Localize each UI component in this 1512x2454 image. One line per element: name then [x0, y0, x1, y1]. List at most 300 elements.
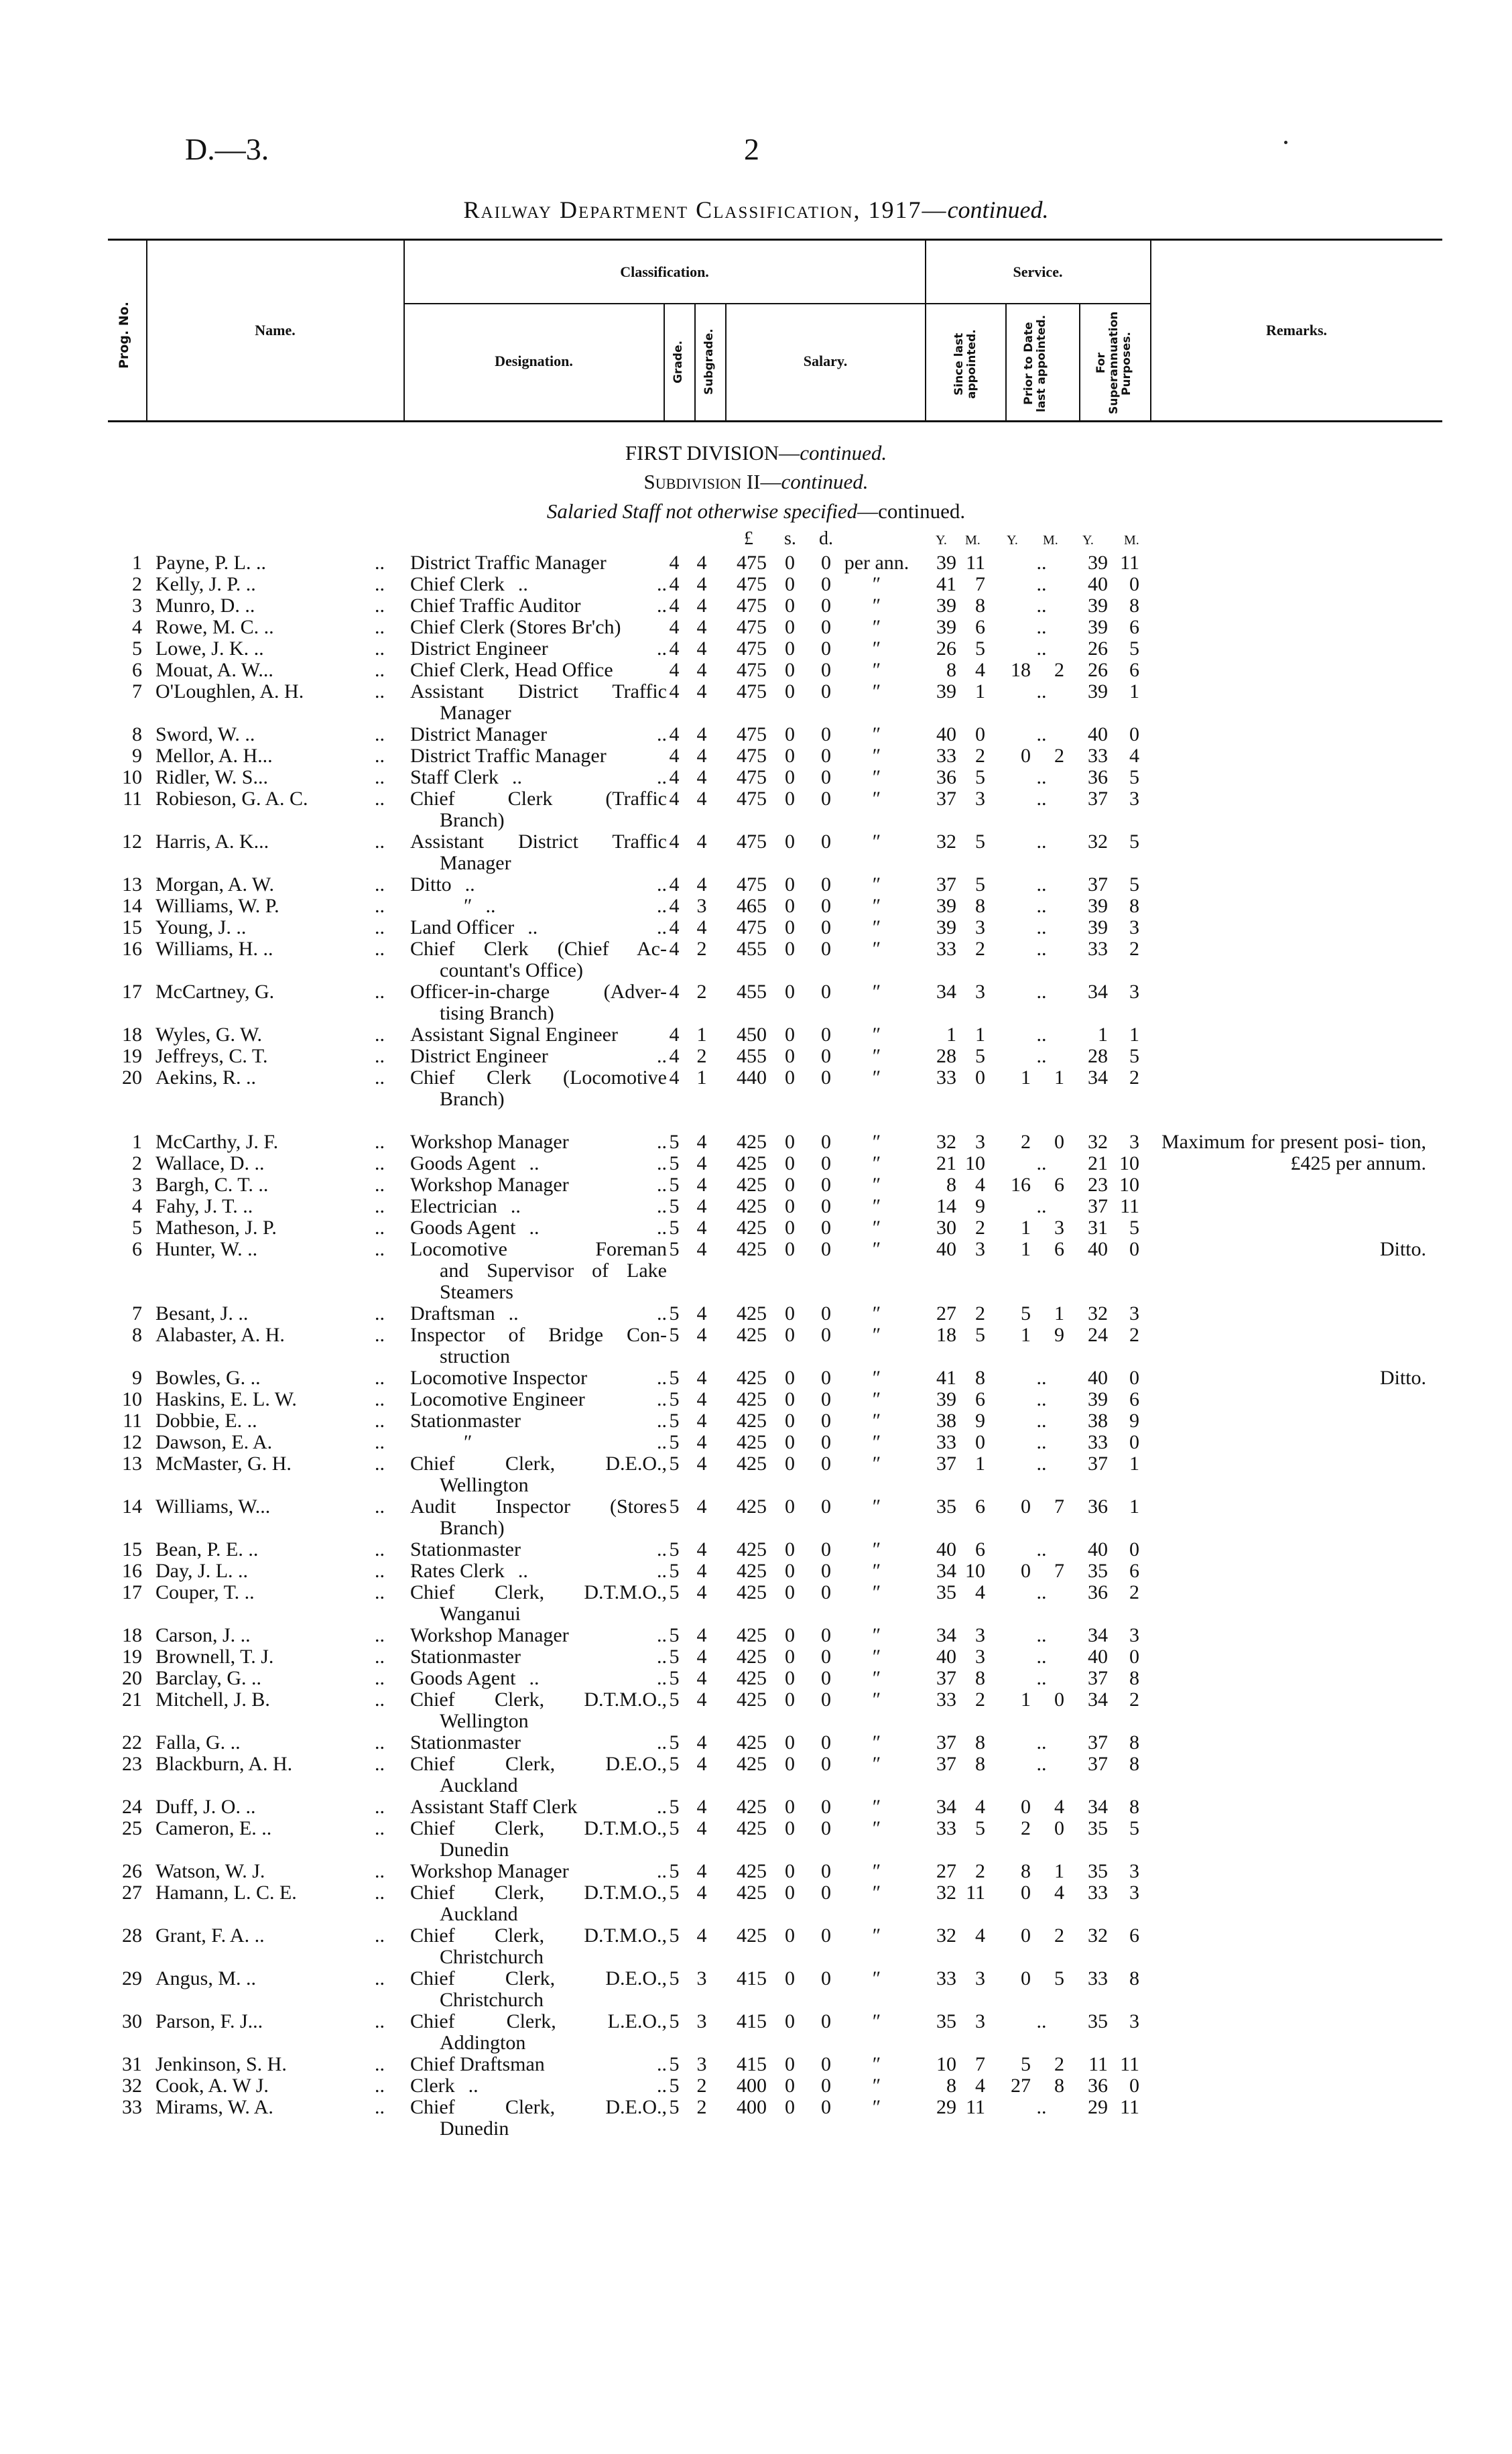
grade: 4	[669, 723, 680, 745]
leader-dots: ..	[375, 831, 385, 853]
designation	[410, 617, 667, 638]
prog-no: 12	[122, 831, 142, 853]
since-months: 3	[975, 1624, 985, 1646]
header-since-last-appointed: Since last appointed.	[952, 329, 979, 399]
subgrade: 4	[696, 916, 707, 938]
leader-dot: ..	[657, 766, 667, 788]
since-months: 3	[975, 1646, 985, 1668]
prog-no: 16	[122, 1560, 142, 1582]
salary-shillings: 0	[785, 1753, 795, 1775]
designation-line	[410, 1539, 667, 1560]
super-years: 39	[1088, 916, 1108, 938]
designation-line	[410, 1947, 667, 1968]
super-years: 36	[1088, 1495, 1108, 1518]
salary-shillings: 0	[785, 1238, 795, 1260]
prog-no: 26	[122, 1860, 142, 1882]
designation-line	[410, 702, 667, 724]
leader-dots	[516, 1668, 668, 1689]
prior-years: 0	[1021, 1560, 1031, 1582]
super-years: 37	[1088, 873, 1108, 896]
salary-pounds: 425	[737, 1667, 767, 1689]
designation-text: Stationmaster	[410, 1410, 521, 1432]
salary-period: ″	[872, 659, 881, 681]
super-months: 3	[1129, 2010, 1139, 2032]
designation-text: Branch)	[440, 809, 505, 831]
super-years: 21	[1088, 1152, 1108, 1174]
prog-no: 23	[122, 1753, 142, 1775]
super-years: 34	[1088, 1796, 1108, 1818]
salary-pence: 0	[821, 938, 831, 960]
leader-dots	[569, 1174, 667, 1196]
print-speck	[1284, 141, 1287, 144]
designation-line	[410, 574, 667, 595]
since-years: 32	[936, 1131, 956, 1153]
grade: 5	[669, 1581, 680, 1603]
since-years: 35	[936, 1581, 956, 1603]
salary-shillings: 0	[785, 552, 795, 574]
salary-shillings: 0	[785, 788, 795, 810]
designation	[410, 1046, 667, 1067]
grade: 5	[669, 1624, 680, 1646]
salary-pence: 0	[821, 552, 831, 574]
leader-dot: ..	[657, 1731, 667, 1754]
prog-no: 20	[122, 1066, 142, 1089]
leader-dots: ..	[375, 1495, 385, 1518]
leader-dots: ..	[375, 745, 385, 767]
leader-dot: ..	[657, 1195, 667, 1217]
salary-shillings: 0	[785, 616, 795, 638]
salary-period: ″	[872, 1689, 881, 1711]
subgrade: 4	[696, 1217, 707, 1239]
super-months: 3	[1129, 1860, 1139, 1882]
prog-no: 17	[122, 1581, 142, 1603]
since-years: 32	[936, 831, 956, 853]
salary-pounds: 415	[737, 2010, 767, 2032]
super-months: 8	[1129, 595, 1139, 617]
prior-service-none: ..	[1036, 1731, 1047, 1754]
since-years: 8	[946, 659, 956, 681]
since-months: 1	[975, 1453, 985, 1475]
designation-line	[410, 1003, 667, 1024]
prog-no: 29	[122, 1967, 142, 1989]
staff-continued: —continued.	[857, 499, 966, 523]
salary-pounds: 425	[737, 1302, 767, 1325]
salary-pence: 0	[821, 637, 831, 660]
subgrade: 3	[696, 895, 707, 917]
designation	[410, 1646, 667, 1668]
prog-no: 8	[132, 1324, 142, 1346]
prog-no: 1	[132, 1131, 142, 1153]
since-years: 28	[936, 1045, 956, 1067]
subgrade: 3	[696, 2010, 707, 2032]
page-title	[0, 196, 1512, 224]
since-months: 3	[975, 981, 985, 1003]
salary-shillings: 0	[785, 1195, 795, 1217]
super-months: 6	[1129, 1388, 1139, 1410]
super-years: 40	[1088, 1238, 1108, 1260]
designation	[410, 917, 667, 938]
super-years: 33	[1088, 1882, 1108, 1904]
subdivision-heading	[0, 470, 1512, 494]
subgrade: 1	[696, 1066, 707, 1089]
designation	[410, 1325, 667, 1367]
prog-no: 8	[132, 723, 142, 745]
super-years: 32	[1088, 1302, 1108, 1325]
leader-dots: ..	[375, 1217, 385, 1239]
salary-pence: 0	[821, 1195, 831, 1217]
designation-text: Chief Clerk (Stores Br'ch)	[410, 616, 621, 638]
designation-text: Electrician	[410, 1195, 497, 1217]
designation-text: tising Branch)	[440, 1002, 554, 1024]
super-months: 4	[1129, 745, 1139, 767]
leader-dot: ..	[657, 1174, 667, 1196]
designation-line	[410, 1882, 667, 1904]
designation	[410, 1153, 667, 1174]
leader-dots: ..	[375, 766, 385, 788]
prior-service-none: ..	[1036, 1453, 1047, 1475]
prior-months: 9	[1054, 1324, 1064, 1346]
super-months: 1	[1129, 680, 1139, 702]
super-months: 8	[1129, 1731, 1139, 1754]
leader-dots: ..	[375, 1646, 385, 1668]
salary-pounds: 475	[737, 766, 767, 788]
salary-shillings: 0	[785, 895, 795, 917]
table-row	[108, 1046, 1448, 1067]
since-years: 21	[936, 1152, 956, 1174]
grade: 4	[669, 873, 680, 896]
leader-dots: ..	[375, 552, 385, 574]
leader-dots: ..	[375, 1131, 385, 1153]
subgrade: 4	[696, 1367, 707, 1389]
designation-line	[410, 1389, 667, 1410]
salary-pounds: 425	[737, 1538, 767, 1560]
super-years: 35	[1088, 1560, 1108, 1582]
grade: 5	[669, 1667, 680, 1689]
since-months: 5	[975, 637, 985, 660]
header-salary: Salary.	[803, 353, 848, 369]
division-continued: continued.	[800, 441, 887, 465]
staff-name: Fahy, J. T. ..	[155, 1195, 253, 1217]
prog-no: 5	[132, 1217, 142, 1239]
leader-dot: ..	[657, 1410, 667, 1432]
prog-no: 13	[122, 1453, 142, 1475]
grade: 4	[669, 1045, 680, 1067]
designation	[410, 681, 667, 724]
designation	[410, 767, 667, 788]
super-years: 37	[1088, 1667, 1108, 1689]
designation-text: Branch)	[440, 1517, 505, 1539]
designation-line	[410, 681, 667, 702]
staff-name: Aekins, R. ..	[155, 1066, 256, 1089]
unit-months: M.	[1043, 533, 1058, 548]
prior-service-none: ..	[1036, 831, 1047, 853]
subgrade: 4	[696, 1860, 707, 1882]
designation-text: and Supervisor of Lake	[440, 1260, 667, 1282]
grade: 5	[669, 1453, 680, 1475]
super-months: 0	[1129, 1538, 1139, 1560]
since-years: 40	[936, 1238, 956, 1260]
salary-shillings: 0	[785, 1924, 795, 1947]
leader-dots: ..	[375, 1924, 385, 1947]
subgrade: 4	[696, 1753, 707, 1775]
super-months: 2	[1129, 1324, 1139, 1346]
grade: 4	[669, 766, 680, 788]
leader-dots: ..	[375, 2010, 385, 2032]
salary-pence: 0	[821, 1388, 831, 1410]
salary-pounds: 425	[737, 1152, 767, 1174]
super-months: 3	[1129, 1302, 1139, 1325]
prior-years: 0	[1021, 1967, 1031, 1989]
super-years: 33	[1088, 938, 1108, 960]
salary-shillings: 0	[785, 745, 795, 767]
salary-pence: 0	[821, 1024, 831, 1046]
salary-pence: 0	[821, 1624, 831, 1646]
salary-pounds: 425	[737, 1238, 767, 1260]
leader-dot: ..	[657, 895, 667, 917]
super-years: 31	[1088, 1217, 1108, 1239]
salary-shillings: 0	[785, 1731, 795, 1754]
salary-pence: 0	[821, 1367, 831, 1389]
designation-text: Workshop Manager	[410, 1174, 569, 1196]
leader-dots	[577, 1796, 667, 1818]
table-row	[108, 1796, 1448, 1818]
since-months: 3	[975, 1131, 985, 1153]
leader-dot: ..	[485, 895, 496, 917]
prior-service-none: ..	[1036, 981, 1047, 1003]
salary-pence: 0	[821, 659, 831, 681]
staff-name: Besant, J. ..	[155, 1302, 249, 1325]
super-years: 26	[1088, 637, 1108, 660]
salary-period: ″	[872, 1453, 881, 1475]
designation-text: Chief Clerk, D.T.M.O.,	[410, 1817, 667, 1839]
table-row	[108, 1732, 1448, 1754]
prior-service-none: ..	[1036, 1646, 1047, 1668]
grade: 4	[669, 659, 680, 681]
designation-line	[410, 1475, 667, 1496]
table-row	[108, 938, 1448, 981]
subgrade: 4	[696, 831, 707, 853]
salary-shillings: 0	[785, 1066, 795, 1089]
designation-text: Christchurch	[440, 1989, 544, 2011]
since-years: 33	[936, 1967, 956, 1989]
staff-title: Salaried Staff not otherwise specified	[546, 499, 858, 523]
leader-dots	[569, 1131, 667, 1153]
salary-shillings: 0	[785, 938, 795, 960]
designation-text: Chief Clerk, Head Office	[410, 659, 613, 681]
table-row	[108, 660, 1448, 681]
salary-period: ″	[872, 1581, 881, 1603]
designation-text: Assistant Staff Clerk	[410, 1796, 578, 1818]
grade: 5	[669, 1924, 680, 1947]
unit-years: Y.	[936, 533, 947, 548]
table-row	[108, 1174, 1448, 1196]
leader-dot: ..	[657, 1667, 667, 1689]
super-months: 3	[1129, 1624, 1139, 1646]
salary-period: ″	[872, 1967, 881, 1989]
super-years: 33	[1088, 1431, 1108, 1453]
prior-years: 1	[1021, 1066, 1031, 1089]
prior-months: 1	[1054, 1860, 1064, 1882]
since-years: 26	[936, 637, 956, 660]
since-years: 39	[936, 595, 956, 617]
salary-pence: 0	[821, 895, 831, 917]
prior-service-none: ..	[1036, 1581, 1047, 1603]
designation-line	[410, 1046, 667, 1067]
staff-name: O'Loughlen, A. H.	[155, 680, 304, 702]
staff-name: Jeffreys, C. T.	[155, 1045, 268, 1067]
leader-dots	[580, 595, 667, 617]
since-years: 40	[936, 1538, 956, 1560]
designation	[410, 1303, 667, 1325]
since-years: 29	[936, 2096, 956, 2118]
designation-line	[410, 1646, 667, 1668]
leader-dots	[499, 767, 667, 788]
subdivision-continued: continued.	[781, 470, 869, 493]
grade: 5	[669, 1152, 680, 1174]
designation-text: Stationmaster	[410, 1538, 521, 1560]
staff-name: Alabaster, A. H.	[155, 1324, 285, 1346]
table-row	[108, 681, 1448, 724]
leader-dots	[497, 1196, 667, 1217]
leader-dots: ..	[375, 873, 385, 896]
staff-name: Mirams, W. A.	[155, 2096, 273, 2118]
salary-pounds: 425	[737, 1731, 767, 1754]
leader-dot: ..	[508, 1302, 519, 1325]
prior-months: 1	[1054, 1066, 1064, 1089]
leader-dot: ..	[657, 1860, 667, 1882]
super-months: 3	[1129, 788, 1139, 810]
grade: 5	[669, 1238, 680, 1260]
salary-pence: 0	[821, 1045, 831, 1067]
salary-shillings: 0	[785, 1581, 795, 1603]
since-months: 6	[975, 616, 985, 638]
salary-pence: 0	[821, 1646, 831, 1668]
grade: 5	[669, 1860, 680, 1882]
subgrade: 4	[696, 1581, 707, 1603]
designation-text: Addington	[440, 2032, 526, 2054]
prog-no: 4	[132, 1195, 142, 1217]
salary-shillings: 0	[785, 1538, 795, 1560]
super-years: 1	[1098, 1024, 1108, 1046]
designation-text: Chief Clerk (Chief Ac-	[410, 938, 667, 960]
since-months: 0	[975, 1431, 985, 1453]
salary-period: ″	[872, 1538, 881, 1560]
staff-name: Hamann, L. C. E.	[155, 1882, 297, 1904]
salary-pence: 0	[821, 766, 831, 788]
salary-pounds: 475	[737, 873, 767, 896]
super-months: 9	[1129, 1410, 1139, 1432]
leader-dots: ..	[375, 938, 385, 960]
since-years: 34	[936, 1624, 956, 1646]
designation-line	[410, 1153, 667, 1174]
designation-text: Audit Inspector (Stores	[410, 1495, 667, 1518]
since-months: 5	[975, 766, 985, 788]
salary-shillings: 0	[785, 1646, 795, 1668]
designation	[410, 745, 667, 767]
salary-period: ″	[872, 1495, 881, 1518]
salary-pence: 0	[821, 2096, 831, 2118]
designation	[410, 1818, 667, 1861]
grade: 5	[669, 1367, 680, 1389]
designation-line	[410, 1496, 667, 1518]
salary-pence: 0	[821, 1796, 831, 1818]
salary-pence: 0	[821, 2053, 831, 2075]
super-months: 8	[1129, 1753, 1139, 1775]
designation-text: Chief Traffic Auditor	[410, 595, 581, 617]
since-months: 8	[975, 1753, 985, 1775]
header-mid-rule	[404, 303, 1151, 304]
since-years: 39	[936, 552, 956, 574]
designation-line	[410, 2097, 667, 2118]
since-months: 8	[975, 595, 985, 617]
title-continued: continued.	[947, 196, 1049, 223]
designation-text: Chief Clerk, D.T.M.O.,	[410, 1882, 667, 1904]
salary-pounds: 475	[737, 616, 767, 638]
prog-no: 25	[122, 1817, 142, 1839]
prior-service-none: ..	[1036, 1410, 1047, 1432]
header-remarks: Remarks.	[1265, 322, 1328, 339]
super-months: 5	[1129, 766, 1139, 788]
prior-years: 1	[1021, 1238, 1031, 1260]
designation	[410, 574, 667, 595]
remarks: Ditto.	[1379, 1367, 1426, 1389]
salary-pence: 0	[821, 788, 831, 810]
super-years: 36	[1088, 766, 1108, 788]
prog-no: 17	[122, 981, 142, 1003]
column-divider	[664, 304, 665, 421]
designation	[410, 1861, 667, 1882]
designation	[410, 938, 667, 981]
salary-period: ″	[872, 2053, 881, 2075]
salary-shillings: 0	[785, 659, 795, 681]
designation-line	[410, 874, 667, 896]
leader-dots: ..	[375, 916, 385, 938]
table-row	[108, 1153, 1448, 1174]
salary-pence: 0	[821, 2075, 831, 2097]
salary-pounds: 425	[737, 1882, 767, 1904]
prog-no: 2	[132, 573, 142, 595]
salary-shillings: 0	[785, 831, 795, 853]
salary-period: ″	[872, 595, 881, 617]
designation-line	[410, 638, 667, 660]
salary-period: ″	[872, 1388, 881, 1410]
salary-period: ″	[872, 1924, 881, 1947]
staff-name: Williams, H. ..	[155, 938, 273, 960]
since-years: 1	[946, 1024, 956, 1046]
staff-name: Kelly, J. P. ..	[155, 573, 256, 595]
since-years: 37	[936, 788, 956, 810]
leader-dots	[455, 2075, 667, 2097]
super-years: 34	[1088, 1624, 1108, 1646]
super-months: 5	[1129, 831, 1139, 853]
super-years: 35	[1088, 2010, 1108, 2032]
salary-pounds: 465	[737, 895, 767, 917]
salary-pence: 0	[821, 1882, 831, 1904]
designation	[410, 1582, 667, 1625]
table-row	[108, 1861, 1448, 1882]
since-months: 6	[975, 1388, 985, 1410]
leader-dots: ..	[375, 1324, 385, 1346]
designation	[410, 1539, 667, 1560]
table-row	[108, 2054, 1448, 2075]
subgrade: 4	[696, 788, 707, 810]
designation-line	[410, 1410, 667, 1432]
prog-no: 18	[122, 1024, 142, 1046]
since-months: 1	[975, 680, 985, 702]
leader-dots: ..	[375, 981, 385, 1003]
subgrade: 4	[696, 1538, 707, 1560]
salary-shillings: 0	[785, 1453, 795, 1475]
